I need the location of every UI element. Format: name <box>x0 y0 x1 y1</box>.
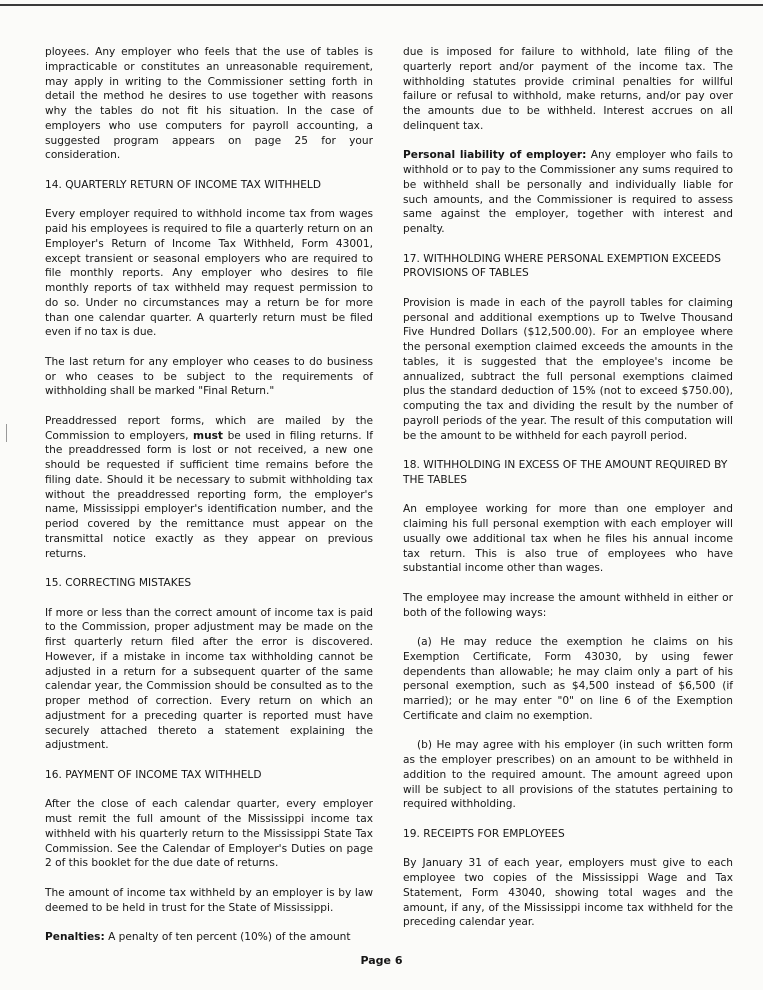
top-rule <box>0 4 763 6</box>
paragraph: ployees. Any employer who feels that the use of tables is impracticable or constitutes an unreasonable requirement, may apply in writing to the Commissioner setting forth in detail the method he desires to use together with reasons why the tables do not fit his situation. In the case of employers who use computers for payroll accounting, a suggested program appears on page 25 for your consideration. <box>45 46 373 162</box>
paragraph <box>45 930 373 945</box>
paragraph: (b) He may agree with his employer (in such written form as the employer prescribes) on an amount to be withheld in addition to the required amount. The amount agreed upon will be subject to all provisions of the statutes pertaining to required withholding. <box>403 739 733 811</box>
paragraph: The amount of income tax withheld by an employer is by law deemed to be held in trust for the State of Mississippi. <box>45 886 373 914</box>
paragraph: (a) He may reduce the exemption he claims on his Exemption Certificate, Form 43030, by using fewer dependents than allowable; he may claim only a part of his personal exemption, such as $4,500 instead of $6,500 (if married); or he may enter "0" on line 6 of the Exemption Certificate and claim no exemption. <box>403 636 733 722</box>
section-heading: 19. RECEIPTS FOR EMPLOYEES <box>403 827 565 840</box>
paragraph: Every employer required to withhold income tax from wages paid his employees is required to file a quarterly return on an Employer's Return of Income Tax Withheld, Form 43001, except transient or seasonal employers who are required to file monthly reports. Any employer who desires to file monthly reports of tax withheld may request permission to do so. Under no circumstances may a return be for more than one calendar quarter. A quarterly return must be filed even if no tax is due. <box>45 208 373 339</box>
paragraph: The employee may increase the amount withheld in either or both of the following ways: <box>403 591 733 619</box>
paragraph-text: Any employer who fails to withhold or to pay to the Commissioner any sums required to be withheld shall be personally and individually liable for such amounts, and the Commissioner is required to assess same against the employer, together with interest and penalty. <box>403 149 734 235</box>
section-heading: 17. WITHHOLDING WHERE PERSONAL EXEMPTION EXCEEDS PROVISIONS OF TABLES <box>403 252 721 280</box>
paragraph <box>45 414 373 562</box>
bold-term: Personal liability of employer: <box>403 149 587 162</box>
bold-term: Penalties: <box>45 931 105 943</box>
paragraph-text: A penalty of ten percent (10%) of the amount <box>104 931 351 943</box>
margin-mark <box>6 424 7 442</box>
left-column <box>45 45 373 960</box>
section-heading: 15. CORRECTING MISTAKES <box>45 577 192 589</box>
paragraph: The last return for any employer who ceases to do business or who ceases to be subject to the requirements of withholding shall be marked "Final Return." <box>45 355 373 398</box>
paragraph-text: Preaddressed report forms, which are mailed by the Commission to employers, <box>45 414 373 442</box>
page-number: Page 6 <box>360 954 403 967</box>
section-heading: 16. PAYMENT OF INCOME TAX WITHHELD <box>45 768 262 781</box>
paragraph: due is imposed for failure to withhold, late filing of the quarterly report and/or payment of the income tax. The withholding statutes provide criminal penalties for willful failure or refusal to withhold, make returns, and/or pay over the amounts due to be withheld. Interest accrues on all delinquent tax. <box>403 46 733 132</box>
section-heading: 18. WITHHOLDING IN EXCESS OF THE AMOUNT REQUIRED BY THE TABLES <box>403 459 728 486</box>
section-heading: 14. QUARTERLY RETURN OF INCOME TAX WITHHELD <box>45 178 321 191</box>
paragraph: If more or less than the correct amount of income tax is paid to the Commission, proper adjustment may be made on the first quarterly return filed after the error is discovered. However, if a mistake in income tax withholding cannot be adjusted in a return for a subsequent quarter of the same calendar year, the Commission should be consulted as to the proper method of correction. Every return on which an adjustment for a preceding quarter is reported must have securely attached thereto a statement explaining the adjustment. <box>45 606 373 752</box>
right-column <box>403 45 733 945</box>
paragraph: After the close of each calendar quarter, every employer must remit the full amount of the Mississippi income tax withheld with his quarterly return to the Mississippi State Tax Commission. See the Calendar of Employer's Duties on page 2 of this booklet for the due date of returns. <box>45 798 373 870</box>
paragraph: By January 31 of each year, employers must give to each employee two copies of the Mississippi Wage and Tax Statement, Form 43040, showing total wages and the amount, if any, of the Mississippi income tax withheld for the preceding calendar year. <box>403 857 733 929</box>
bold-term: must <box>193 429 223 442</box>
paragraph-text: be used in filing returns. If the preaddressed form is lost or not received, a new one should be requested if sufficient time remains before the filing date. Should it be necessary to submit withholding tax without the preaddressed reporting form, the employer's name, Mississippi employer's identification number, and the period covered by the remittance must appear on the transmittal notice exactly as they appear on previous returns. <box>45 429 373 560</box>
paragraph <box>403 148 733 237</box>
paragraph: Provision is made in each of the payroll tables for claiming personal and additional exemptions up to Twelve Thousand Five Hundred Dollars ($12,500.00). For an employee where the personal exemption claimed exceeds the amounts in the tables, it is suggested that the employee's income be annualized, subtract the full personal exemptions claimed plus the standard deduction of 15% (not to exceed $750.00), computing the tax and dividing the result by the number of payroll periods of the year. The result of this computation will be the amount to be withheld for each payroll period. <box>403 296 733 442</box>
paragraph: An employee working for more than one employer and claiming his full personal exemption with each employer will usually owe additional tax when he files his annual income tax return. This is also true of employees who have substantial income other than wages. <box>403 503 733 575</box>
